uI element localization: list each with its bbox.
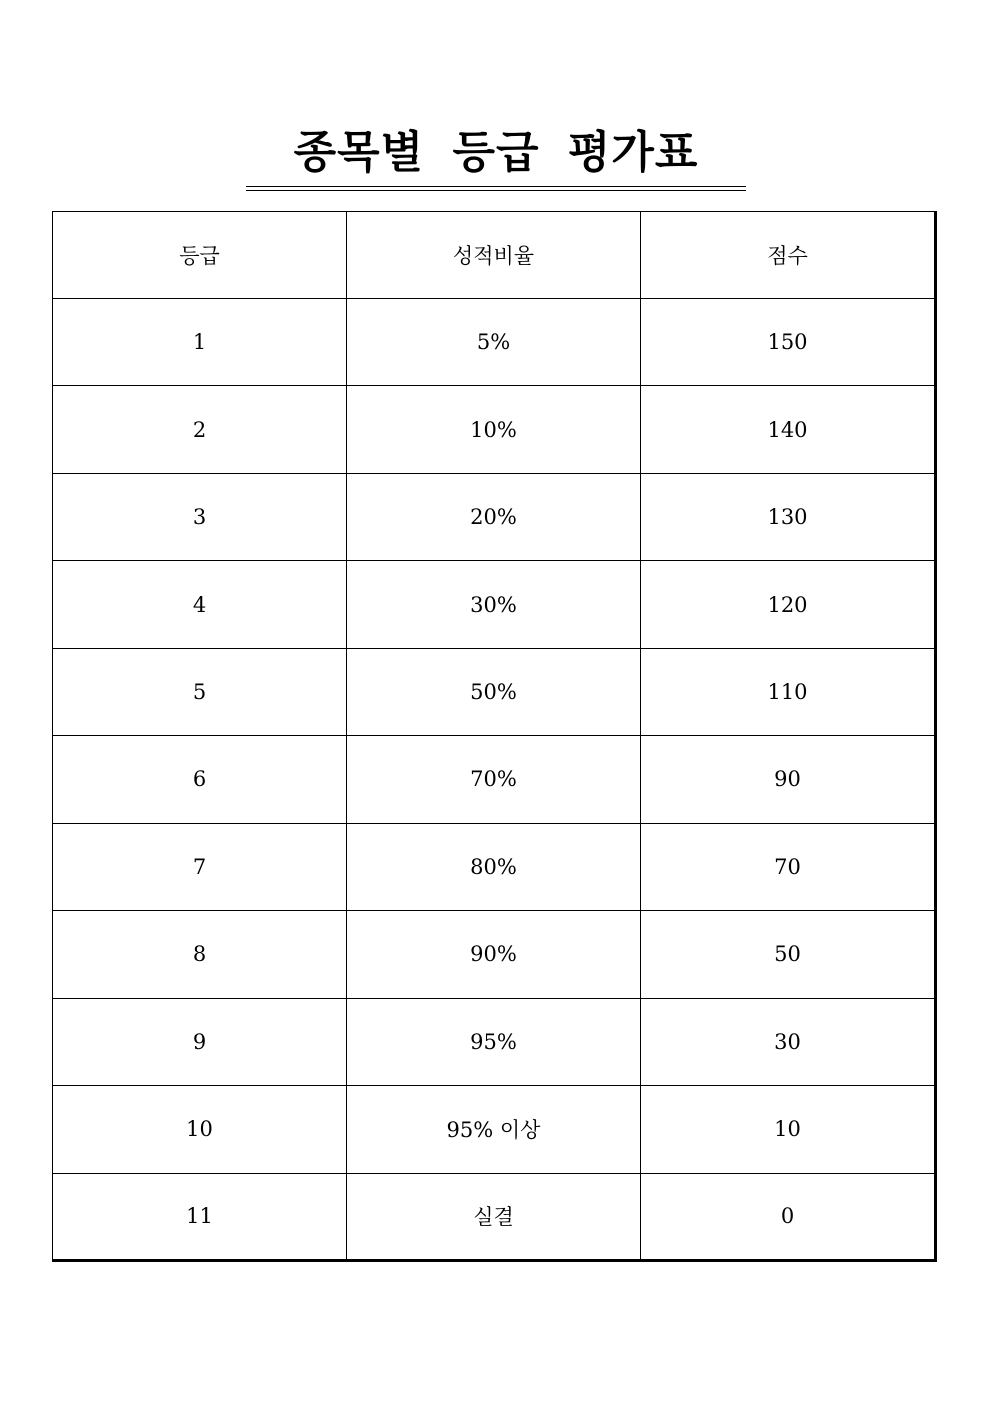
table-header-row [53,212,936,299]
cell-grade: 6 [53,736,347,823]
cell-ratio: 20% [347,473,641,560]
table-row [53,823,936,910]
cell-ratio: 95% [347,998,641,1085]
table-row [53,1086,936,1173]
page-title: 종목별 등급 평가표 [293,127,699,178]
cell-points: 30 [641,998,936,1085]
cell-grade: 3 [53,473,347,560]
cell-points: 50 [641,911,936,998]
cell-grade: 5 [53,648,347,735]
cell-points: 10 [641,1086,936,1173]
cell-ratio: 70% [347,736,641,823]
cell-points: 120 [641,561,936,648]
table-row [53,561,936,648]
table-row [53,998,936,1085]
cell-points: 130 [641,473,936,560]
cell-ratio: 실결 [347,1173,641,1260]
cell-points: 140 [641,386,936,473]
title-block [246,120,746,194]
cell-points: 90 [641,736,936,823]
table-row [53,473,936,560]
cell-ratio: 80% [347,823,641,910]
table-row [53,911,936,998]
table-row [53,386,936,473]
cell-points: 110 [641,648,936,735]
cell-points: 70 [641,823,936,910]
header-points: 점수 [641,212,936,299]
cell-ratio: 95% 이상 [347,1086,641,1173]
cell-ratio: 5% [347,299,641,386]
cell-points: 0 [641,1173,936,1260]
cell-points: 150 [641,299,936,386]
table-row [53,648,936,735]
table-row [53,1173,936,1260]
cell-grade: 10 [53,1086,347,1173]
cell-grade: 8 [53,911,347,998]
grade-evaluation-table [52,211,937,1262]
table-row [53,736,936,823]
cell-grade: 11 [53,1173,347,1260]
cell-grade: 1 [53,299,347,386]
table-row [53,299,936,386]
cell-ratio: 50% [347,648,641,735]
cell-grade: 7 [53,823,347,910]
cell-grade: 2 [53,386,347,473]
header-grade: 등급 [53,212,347,299]
cell-ratio: 90% [347,911,641,998]
cell-ratio: 10% [347,386,641,473]
header-score-ratio: 성적비율 [347,212,641,299]
title-double-underline [246,186,746,191]
cell-grade: 9 [53,998,347,1085]
cell-ratio: 30% [347,561,641,648]
cell-grade: 4 [53,561,347,648]
